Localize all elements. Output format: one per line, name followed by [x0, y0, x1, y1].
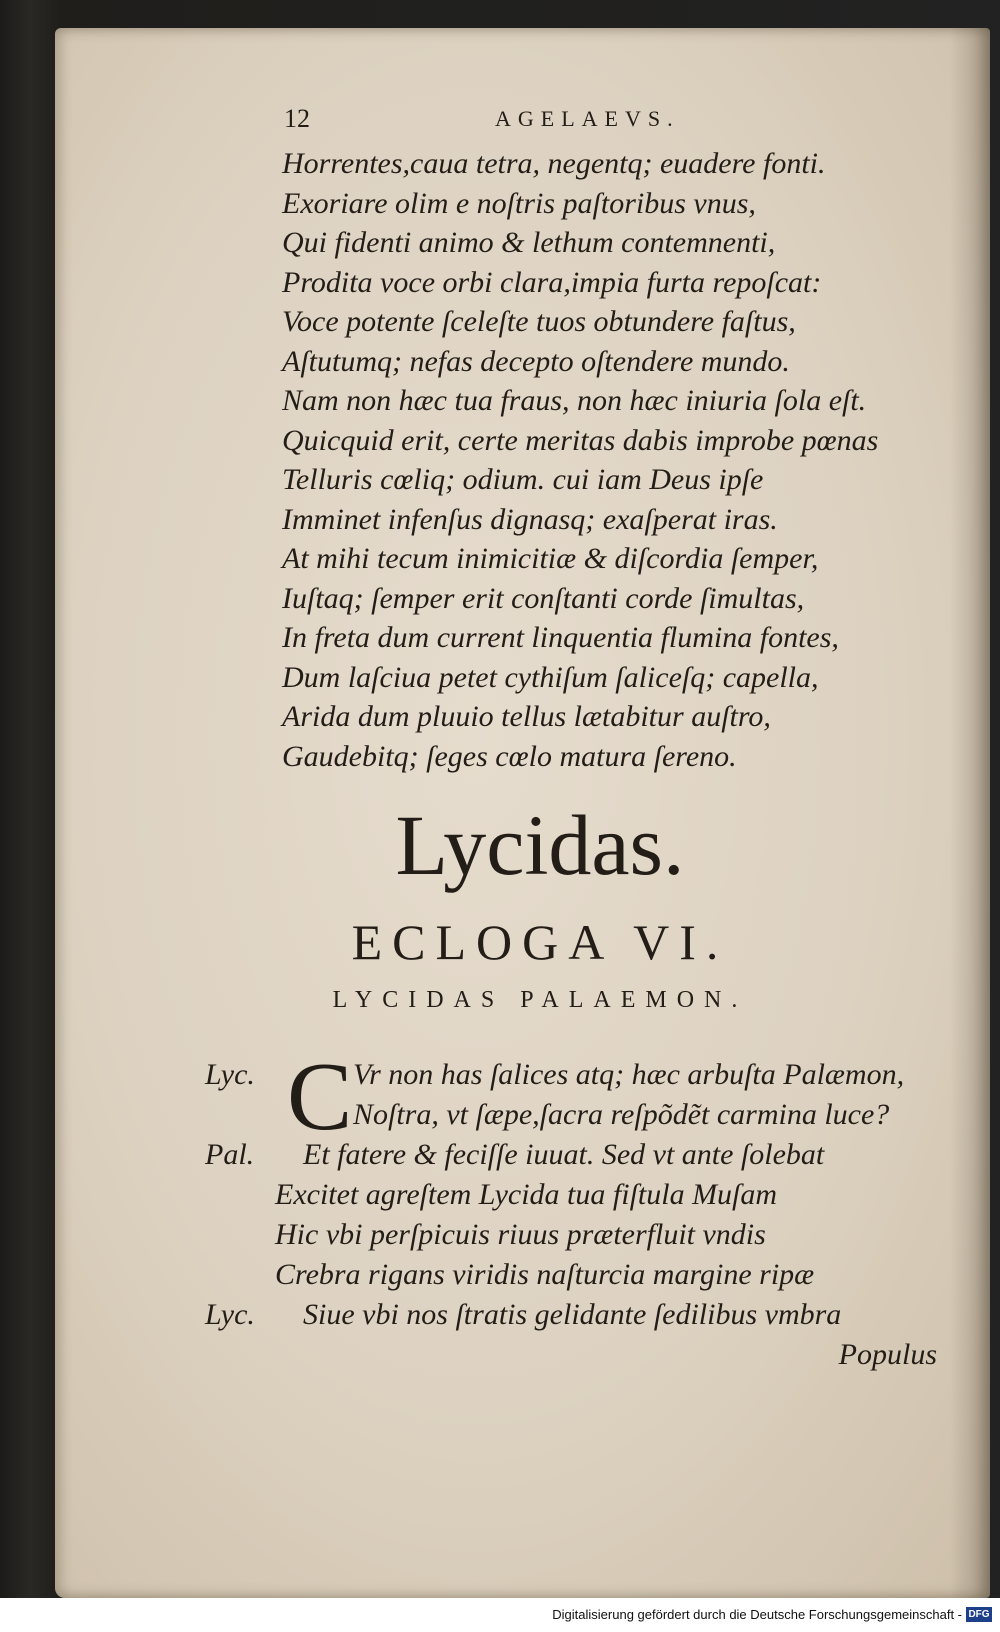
- verse-line: Arida dum pluuio tellus lætabitur auſtro,: [282, 700, 771, 733]
- eclogue-number: ECLOGA VI.: [351, 914, 729, 970]
- verse-line: Iuſtaq; ſemper erit conſtanti corde ſimultas,: [282, 581, 805, 615]
- dialogue-text: Excitet agreſtem Lycida tua fiſtula Muſam: [275, 1178, 778, 1211]
- dialogue-text: Noſtra, vt ſæpe,ſacra reſpõdẽt carmina luce?: [353, 1098, 890, 1131]
- verse-line: At mihi tecum inimicitiæ & diſcordia ſemper,: [282, 542, 819, 575]
- speaker-tag: Pal.: [205, 1138, 255, 1171]
- catchword: Populus: [838, 1338, 937, 1371]
- dialogue-text: Crebra rigans viridis naſturcia margine ripæ: [275, 1258, 815, 1291]
- dialogue-line: [205, 1135, 965, 1175]
- dialogue-line: [205, 1215, 965, 1255]
- verse-line: Nam non hæc tua fraus, non hæc iniuria ſola eſt.: [282, 384, 867, 417]
- drop-initial: C: [287, 1043, 353, 1151]
- dialogue-line: [205, 1295, 965, 1335]
- dialogue-line: [205, 1255, 965, 1295]
- speaker-list: LYCIDAS PALAEMON.: [332, 987, 748, 1013]
- verse-block: [282, 144, 942, 776]
- verse-line: Quicquid erit, certe meritas dabis improbe pœnas: [282, 423, 879, 457]
- dialogue-text: Et fatere & feciſſe iuuat. Sed vt ante ſolebat: [303, 1138, 825, 1171]
- speaker-tag: Lyc.: [205, 1298, 255, 1331]
- verse-line: Exoriare olim e noſtris paſtoribus vnus,: [282, 186, 756, 220]
- eclogue-title: Lycidas.: [395, 797, 685, 893]
- dialogue-line: [205, 1095, 965, 1135]
- digitization-footer: [0, 1598, 1000, 1632]
- running-title: AGELAEVS.: [495, 106, 680, 131]
- dialogue-line: [205, 1175, 965, 1215]
- dialogue-block: [205, 1055, 965, 1335]
- dialogue-line: [205, 1055, 965, 1095]
- dfg-logo: DFG: [966, 1607, 992, 1622]
- verse-line: In freta dum current linquentia flumina fontes,: [282, 621, 839, 654]
- verse-line: Voce potente ſceleſte tuos obtundere faſtus,: [282, 305, 796, 338]
- verse-line: Qui fidenti animo & lethum contemnenti,: [282, 226, 776, 259]
- verse-line: Gaudebitq; ſeges cœlo matura ſereno.: [282, 739, 737, 773]
- footer-credit: Digitalisierung gefördert durch die Deutsche Forschungsgemeinschaft -: [552, 1607, 962, 1622]
- dialogue-text: Hic vbi perſpicuis riuus præterfluit vndis: [275, 1218, 766, 1251]
- running-head: [0, 104, 1000, 134]
- page-number: 12: [284, 104, 310, 133]
- dialogue-text: Siue vbi nos ſtratis gelidante ſedilibus vmbra: [303, 1298, 842, 1331]
- speaker-tag: Lyc.: [205, 1058, 255, 1091]
- verse-line: Horrentes,caua tetra, negentq; euadere fonti.: [282, 147, 826, 180]
- verse-line: Dum laſciua petet cythiſum ſaliceſq; capella,: [282, 660, 819, 694]
- verse-line: Prodita voce orbi clara,impia furta repoſcat:: [282, 265, 822, 299]
- verse-line: Imminet infenſus dignasq; exaſperat iras.: [282, 502, 778, 536]
- verse-line: Telluris cœliq; odium. cui iam Deus ipſe: [282, 463, 764, 496]
- dialogue-text: Vr non has ſalices atq; hæc arbuſta Palæmon,: [353, 1058, 905, 1091]
- verse-line: Aſtutumq; nefas decepto oſtendere mundo.: [282, 344, 790, 378]
